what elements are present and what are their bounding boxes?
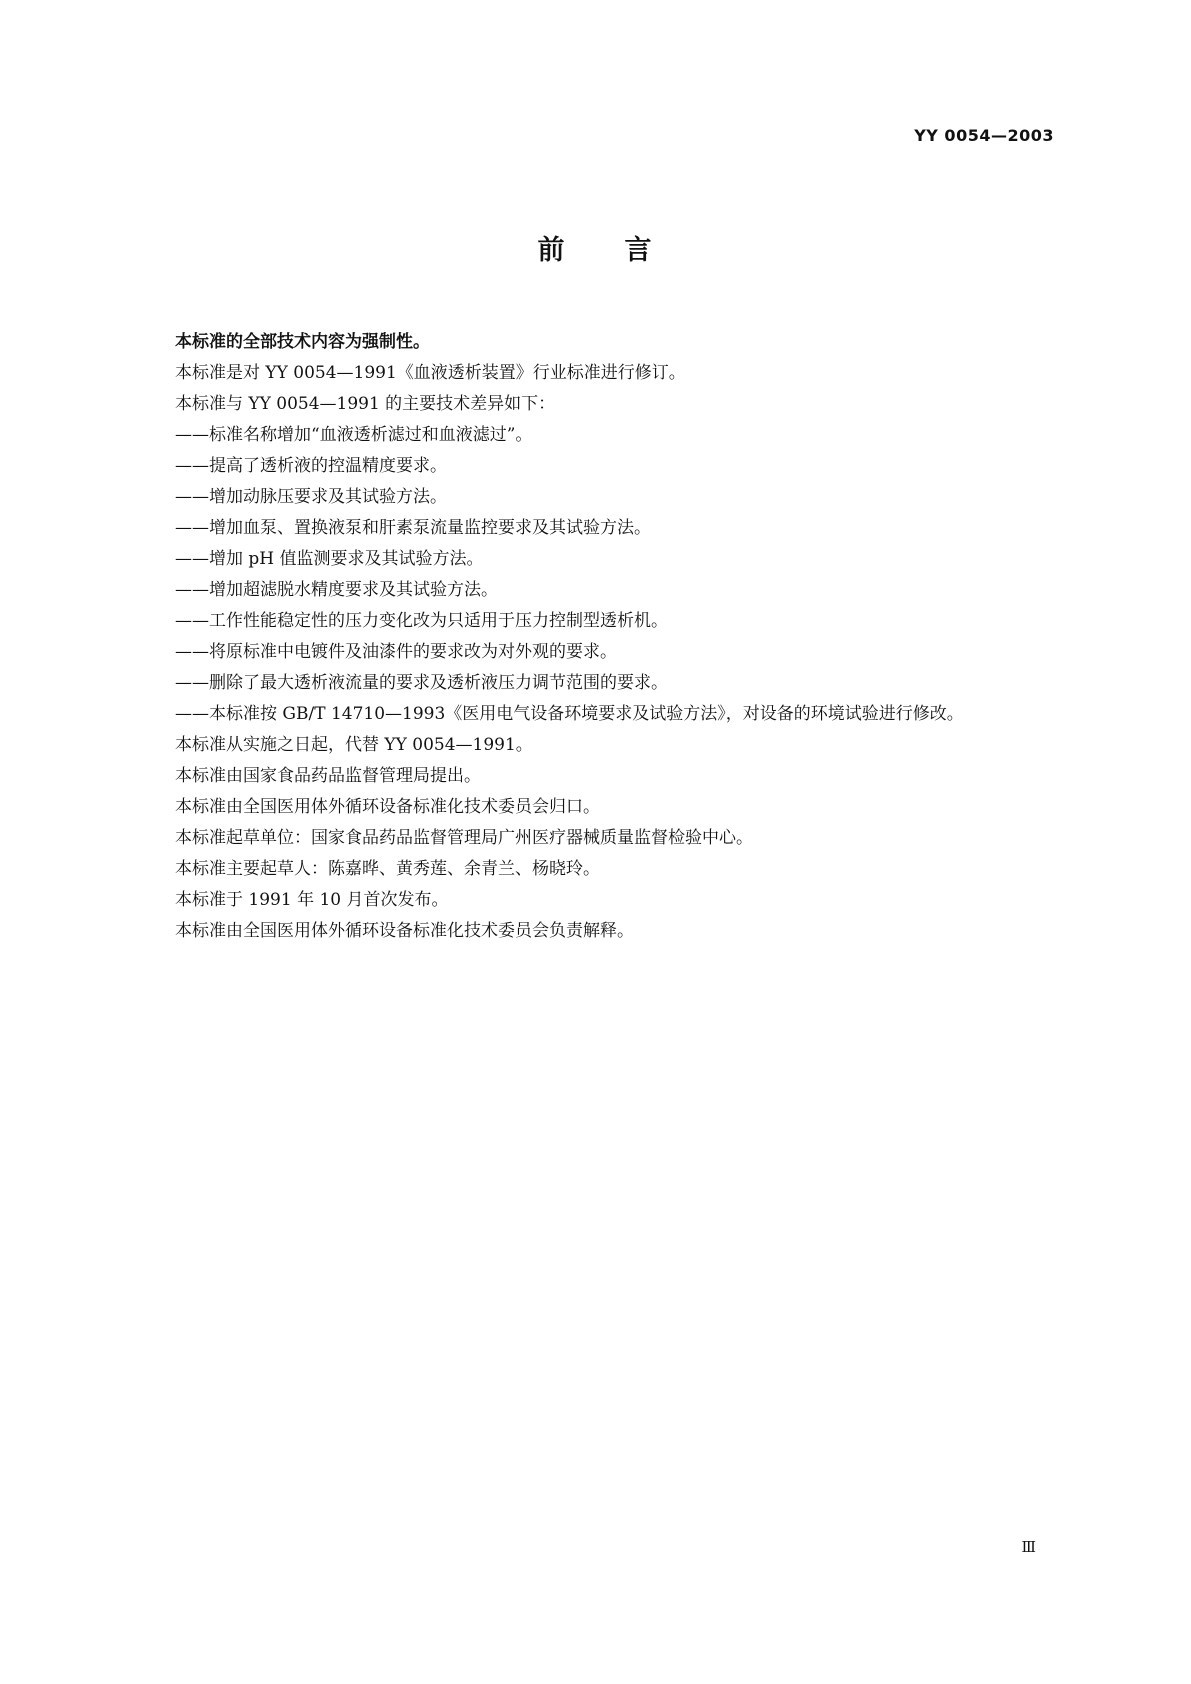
list-item: ——提高了透析液的控温精度要求。 bbox=[175, 456, 447, 476]
paragraph: 本标准由全国医用体外循环设备标准化技术委员会归口。 bbox=[175, 797, 600, 817]
list-item: ——标准名称增加“血液透析滤过和血液滤过”。 bbox=[175, 425, 533, 445]
paragraph: 本标准于 1991 年 10 月首次发布。 bbox=[175, 890, 449, 910]
paragraph: 本标准由国家食品药品监督管理局提出。 bbox=[175, 766, 481, 786]
standard-code: YY 0054—2003 bbox=[914, 126, 1054, 145]
paragraph: 本标准是对 YY 0054—1991《血液透析装置》行业标准进行修订。 bbox=[175, 363, 686, 383]
list-item: ——增加血泵、置换液泵和肝素泵流量监控要求及其试验方法。 bbox=[175, 518, 651, 538]
paragraph: 本标准主要起草人：陈嘉晔、黄秀莲、余青兰、杨晓玲。 bbox=[175, 859, 600, 879]
paragraph-mandatory-statement: 本标准的全部技术内容为强制性。 bbox=[175, 332, 430, 352]
paragraph: 本标准起草单位：国家食品药品监督管理局广州医疗器械质量监督检验中心。 bbox=[175, 828, 753, 848]
list-item: ——增加 pH 值监测要求及其试验方法。 bbox=[175, 549, 484, 569]
list-item: ——将原标准中电镀件及油漆件的要求改为对外观的要求。 bbox=[175, 642, 617, 662]
paragraph: 本标准从实施之日起，代替 YY 0054—1991。 bbox=[175, 735, 533, 755]
page-title-part-2: 言 bbox=[624, 235, 654, 266]
list-item: ——删除了最大透析液流量的要求及透析液压力调节范围的要求。 bbox=[175, 673, 668, 693]
paragraph: 本标准与 YY 0054—1991 的主要技术差异如下： bbox=[175, 394, 556, 414]
page-title bbox=[0, 228, 1191, 267]
paragraph: 本标准由全国医用体外循环设备标准化技术委员会负责解释。 bbox=[175, 921, 634, 941]
list-item: ——本标准按 GB/T 14710—1993《医用电气设备环境要求及试验方法》，对设备的环境试验进行修改。 bbox=[175, 704, 964, 724]
page-number: Ⅲ bbox=[1021, 1538, 1036, 1556]
page-title-part-1: 前 bbox=[537, 235, 567, 266]
list-item: ——增加超滤脱水精度要求及其试验方法。 bbox=[175, 580, 498, 600]
foreword-body bbox=[135, 327, 1055, 947]
list-item: ——增加动脉压要求及其试验方法。 bbox=[175, 487, 447, 507]
list-item: ——工作性能稳定性的压力变化改为只适用于压力控制型透析机。 bbox=[175, 611, 668, 631]
